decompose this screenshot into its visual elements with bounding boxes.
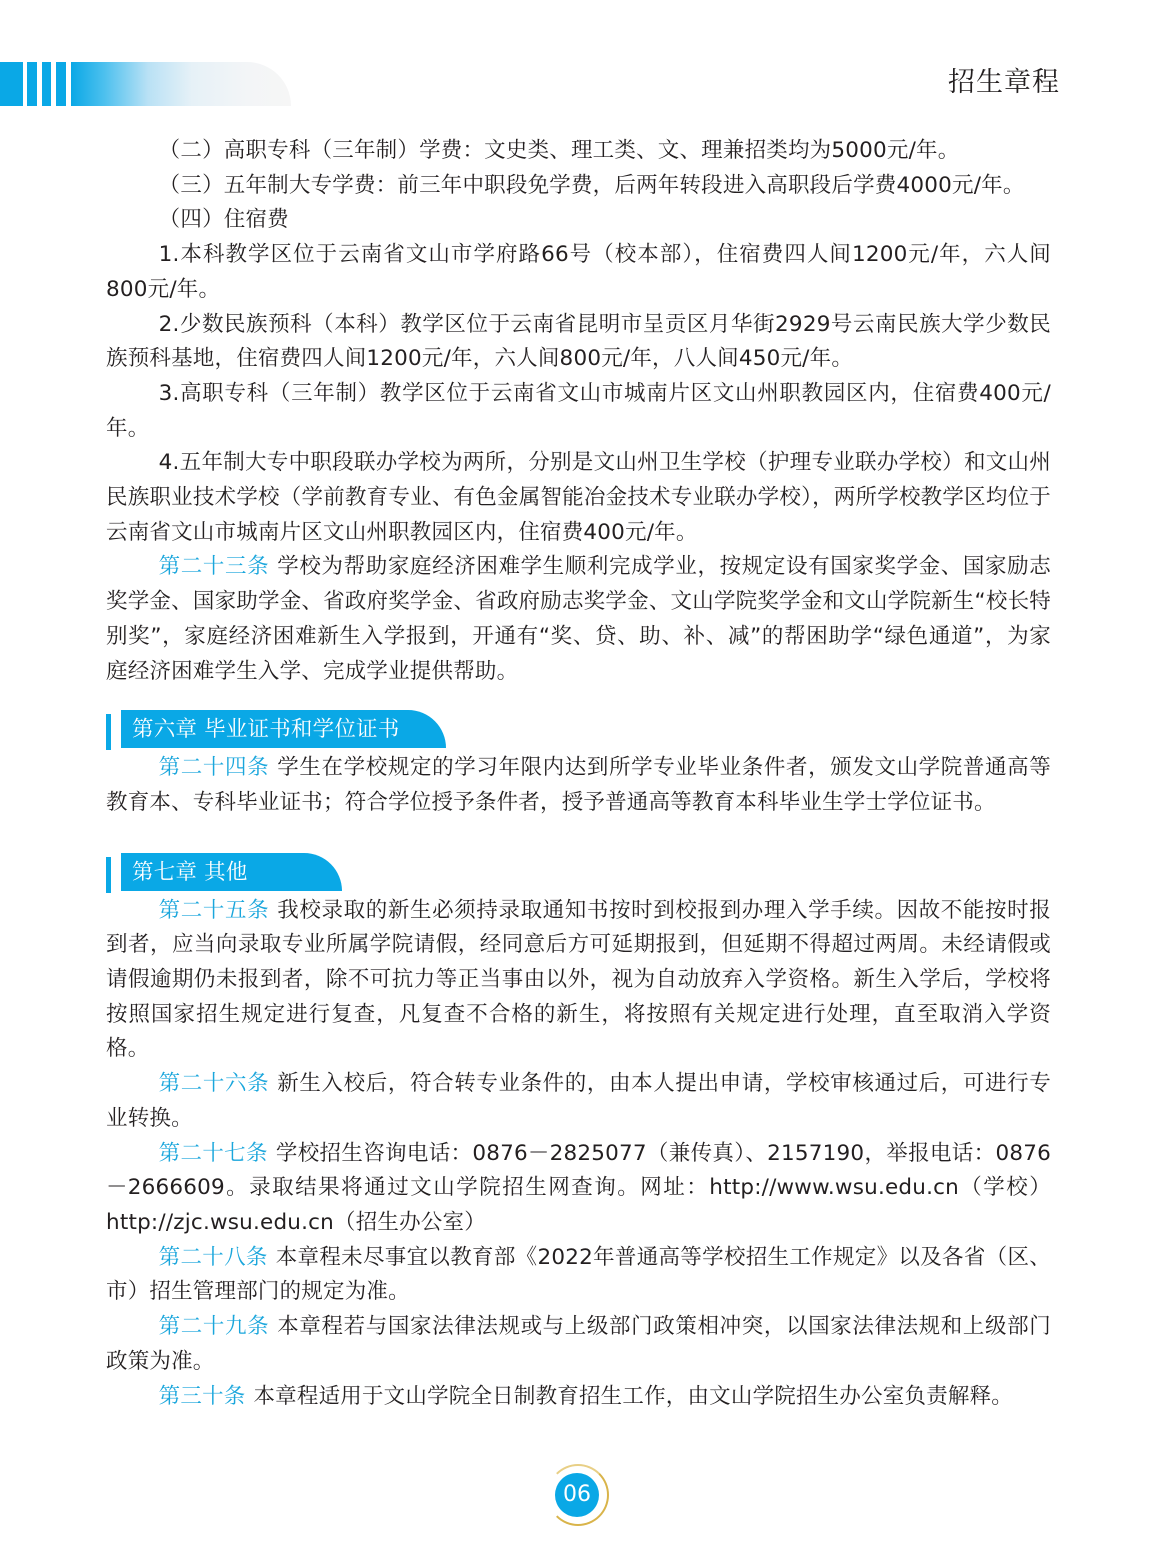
article-text: 本章程适用于文山学院全日制教育招生工作，由文山学院招生办公室负责解释。: [253, 1383, 1013, 1409]
article-27: [106, 1137, 1051, 1241]
page-number-badge: [547, 1464, 609, 1526]
heading-accent-bar: [106, 857, 111, 893]
chapter-title: 第六章 毕业证书和学位证书: [121, 710, 446, 748]
dorm-item-3: 3.高职专科（三年制）教学区位于云南省文山市城南片区文山州职教园区内，住宿费400元/年。: [106, 380, 1051, 441]
article-text: 学校为帮助家庭经济困难学生顺利完成学业，按规定设有国家奖学金、国家励志奖学金、国家助学金、省政府奖学金、省政府励志奖学金、文山学院奖学金和文山学院新生“校长特别奖”，家庭经济困难新生入学报到，开通有“奖、贷、助、补、减”的帮困助学“绿色通道”，为家庭经济困难学生入学、完成学业提供帮助。: [106, 554, 1051, 684]
fee-item-3: （三）五年制大专学费：前三年中职段免学费，后两年转段进入高职段后学费4000元/年。: [158, 172, 1025, 198]
page-header-title: 招生章程: [948, 67, 1060, 98]
dorm-item-4: 4.五年制大专中职段联办学校为两所，分别是文山州卫生学校（护理专业联办学校）和文山州民族职业技术学校（学前教育专业、有色金属智能冶金技术专业联办学校），两所学校教学区均位于云南省文山市城南片区文山州职教园区内，住宿费400元/年。: [106, 450, 1051, 545]
article-23: [106, 550, 1051, 689]
article-text: 本章程若与国家法律法规或与上级部门政策相冲突，以国家法律法规和上级部门政策为准。: [106, 1314, 1051, 1374]
article-label: 第二十七条: [158, 1140, 268, 1166]
article-label: 第二十六条: [158, 1071, 270, 1097]
header-stripe-2: [27, 62, 37, 106]
page-number: 06: [555, 1473, 599, 1517]
header-stripe-1: [0, 62, 23, 106]
article-24: [106, 751, 1051, 820]
chapter-7-heading: [106, 853, 1051, 894]
dorm-item-2: 2.少数民族预科（本科）教学区位于云南省昆明市呈贡区月华街2929号云南民族大学少数民族预科基地，住宿费四人间1200元/年，六人间800元/年，八人间450元/年。: [106, 311, 1051, 372]
article-label: 第二十三条: [158, 554, 270, 580]
fee-item-4: （四）住宿费: [158, 207, 289, 233]
article-text: 我校录取的新生必须持录取通知书按时到校报到办理入学手续。因故不能按时报到者，应当向录取专业所属学院请假，经同意后方可延期报到，但延期不得超过两周。未经请假或请假逾期仍未报到者，除不可抗力等正当事由以外，视为自动放弃入学资格。新生入学后，学校将按照国家招生规定进行复查，凡复查不合格的新生，将按照有关规定进行处理，直至取消入学资格。: [106, 897, 1051, 1062]
header-stripe-3: [42, 62, 51, 106]
article-label: 第二十四条: [158, 755, 270, 781]
article-label: 第二十八条: [158, 1244, 268, 1270]
article-text: 新生入校后，符合转专业条件的，由本人提出申请，学校审核通过后，可进行专业转换。: [106, 1071, 1051, 1131]
article-label: 第二十五条: [158, 897, 270, 923]
chapter-6-heading: [106, 710, 1051, 751]
article-text: 学生在学校规定的学习年限内达到所学专业毕业条件者，颁发文山学院普通高等教育本、专科毕业证书；符合学位授予条件者，授予普通高等教育本科毕业生学士学位证书。: [106, 755, 1051, 815]
header-stripe-4: [56, 62, 66, 106]
article-25: [106, 894, 1051, 1068]
article-26: [106, 1067, 1051, 1136]
fee-item-2: （二）高职专科（三年制）学费：文史类、理工类、文、理兼招类均为5000元/年。: [158, 138, 960, 163]
document-body: [106, 134, 1051, 1414]
article-29: [106, 1310, 1051, 1379]
chapter-title: 第七章 其他: [121, 853, 342, 891]
article-30: [106, 1380, 1051, 1415]
article-28: [106, 1241, 1051, 1310]
article-text: 本章程未尽事宜以教育部《2022年普通高等学校招生工作规定》以及各省（区、市）招生管理部门的规定为准。: [106, 1244, 1051, 1305]
article-text: 学校招生咨询电话：0876－2825077（兼传真）、2157190，举报电话：0876－2666609。录取结果将通过文山学院招生网查询。网址：http://www.wsu.edu.cn（学校）http://zjc.wsu.edu.cn（招生办公室）: [106, 1140, 1051, 1235]
dorm-item-1: 1.本科教学区位于云南省文山市学府路66号（校本部），住宿费四人间1200元/年，六人间800元/年。: [106, 242, 1051, 302]
header-gradient-bar: [71, 62, 291, 106]
heading-accent-bar: [106, 714, 111, 750]
article-label: 第二十九条: [158, 1314, 270, 1340]
article-label: 第三十条: [158, 1383, 246, 1409]
